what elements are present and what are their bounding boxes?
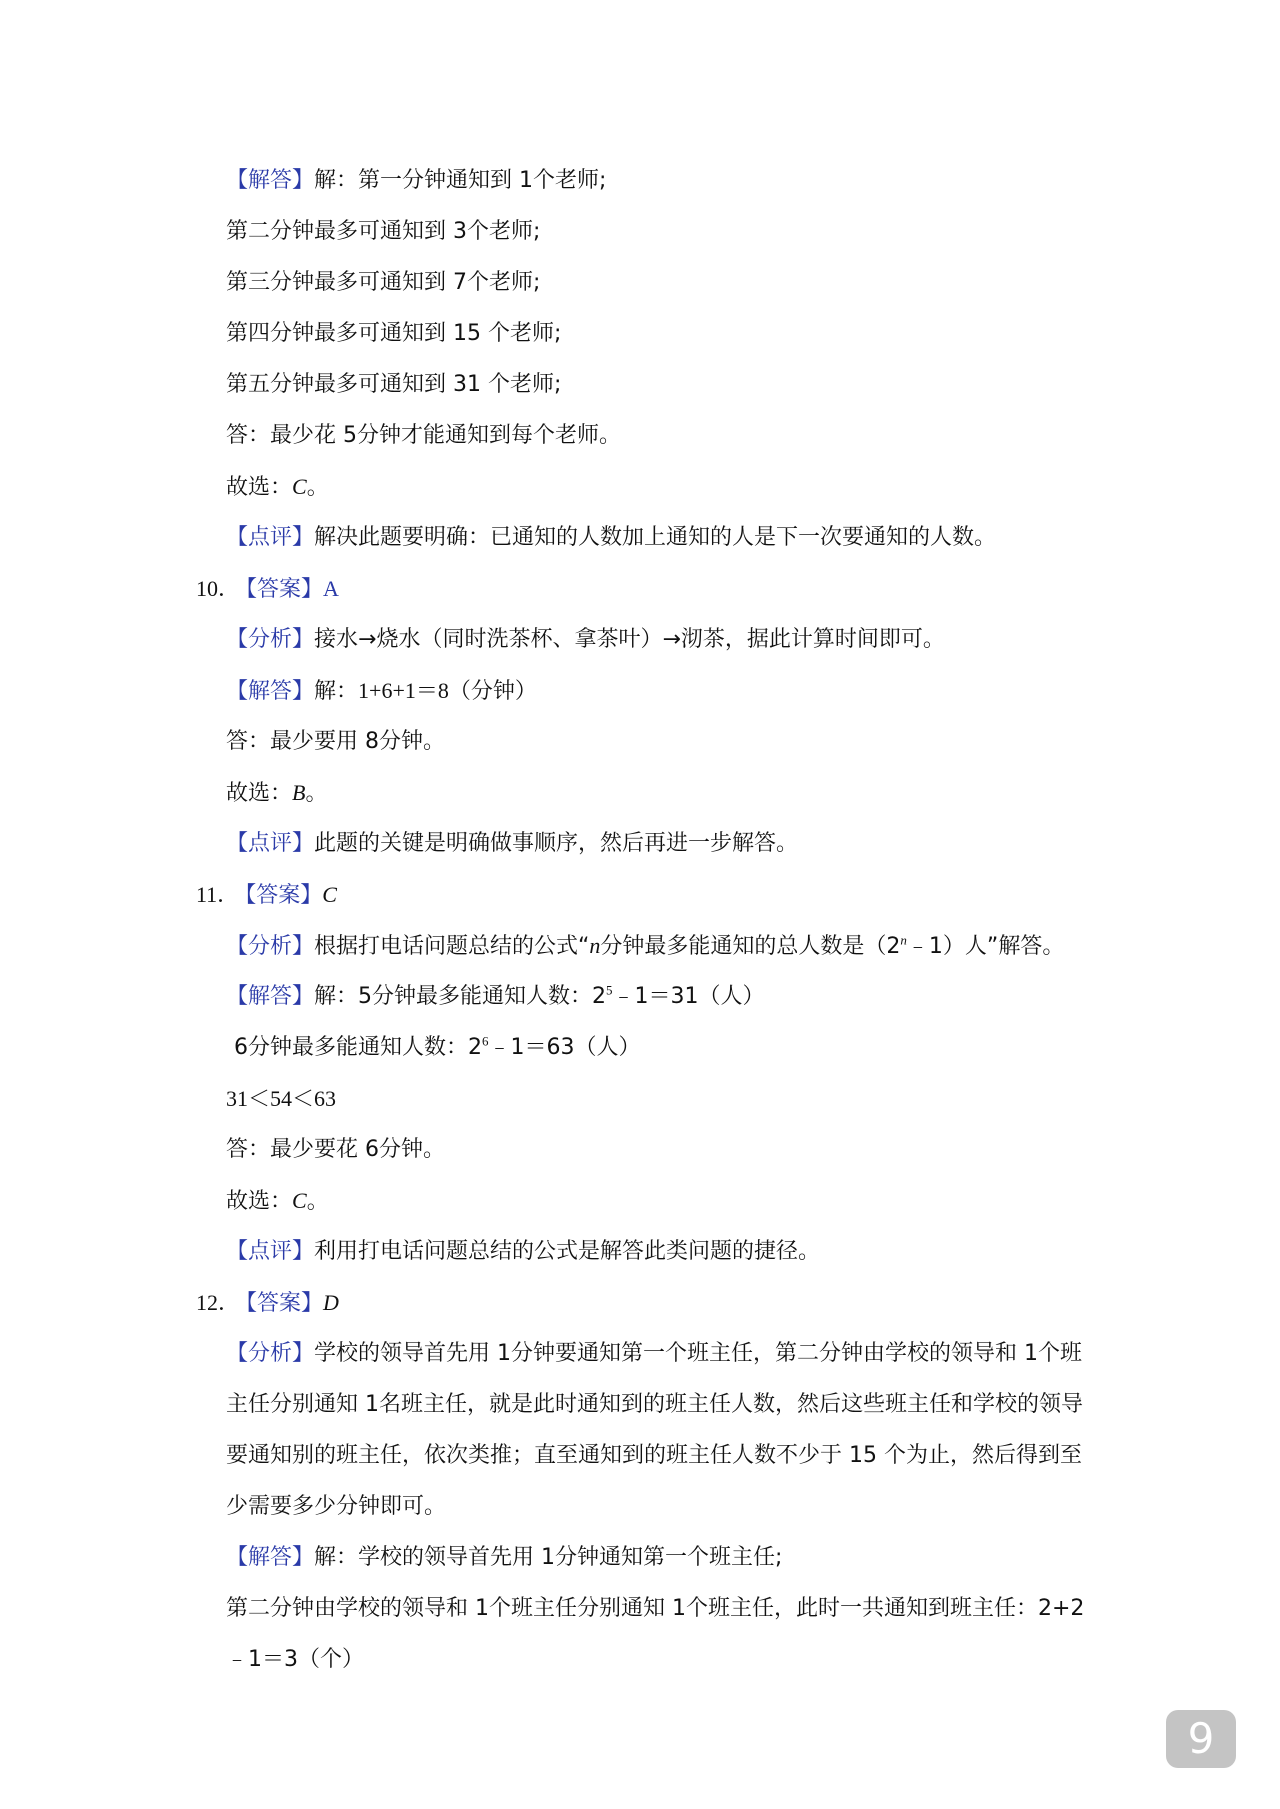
q9-minute3: 第三分钟最多可通知到 7个老师; [226, 270, 541, 295]
q10-analysis [226, 625, 945, 655]
q11-answer-line [196, 880, 337, 911]
solution-text: 解：第一分钟通知到 1个老师; [314, 168, 607, 193]
question-number: 12． [196, 1290, 241, 1315]
solution-after: ﹣1＝31（人） [612, 984, 765, 1009]
q11-line2 [234, 1033, 641, 1063]
q11-compare: 31＜54＜63 [226, 1086, 337, 1111]
q12-analysis-line3: 要通知别的班主任，依次类推；直至通知到的班主任人数不少于 15 个为止，然后得到至 [226, 1443, 1082, 1468]
choice-prefix: 故选： [226, 1189, 293, 1214]
q12-solution-line3: ﹣1＝3（个） [226, 1647, 364, 1672]
solution-tag: 【解答】 [226, 1545, 315, 1570]
q12-solution-line1 [226, 1543, 782, 1573]
q12-analysis-line1 [226, 1339, 1082, 1369]
solution-text: 解：学校的领导首先用 1分钟通知第一个班主任; [314, 1545, 783, 1570]
q12-answer-line [196, 1288, 339, 1319]
line2-exponent: 6 [482, 1033, 489, 1049]
solution-prefix: 解： [314, 679, 359, 704]
q10-comment [226, 829, 798, 859]
q11-answer-text: 答：最少要花 6分钟。 [226, 1137, 445, 1162]
solution-prefix: 解：5分钟最多能通知人数：2 [314, 984, 607, 1009]
answer-letter: D [323, 1290, 339, 1315]
q9-minute2: 第二分钟最多可通知到 3个老师; [226, 219, 541, 244]
q11-choice [226, 1186, 329, 1217]
q9-minute4: 第四分钟最多可通知到 15 个老师; [226, 321, 562, 346]
analysis-tag: 【分析】 [226, 627, 315, 652]
analysis-mid: 分钟最多能通知的总人数是（2 [600, 934, 901, 959]
choice-prefix: 故选： [226, 781, 293, 806]
choice-suffix: 。 [306, 475, 329, 500]
choice-suffix: 。 [306, 1189, 329, 1214]
comment-text: 此题的关键是明确做事顺序，然后再进一步解答。 [314, 831, 799, 856]
solution-tag: 【解答】 [226, 679, 315, 704]
q10-choice [226, 778, 327, 809]
analysis-text: 学校的领导首先用 1分钟要通知第一个班主任，第二分钟由学校的领导和 1个班 [314, 1341, 1082, 1366]
q11-solution [226, 982, 765, 1012]
solution-math: 1+6+1＝8 [358, 678, 449, 703]
answer-tag: 【答案】 [246, 577, 324, 602]
analysis-exponent: n [900, 932, 907, 948]
question-number: 10． [196, 576, 241, 601]
question-number: 11． [196, 882, 240, 907]
q9-minute5: 第五分钟最多可通知到 31 个老师; [226, 372, 562, 397]
solution-exponent: 5 [606, 982, 613, 998]
analysis-var: n [589, 933, 601, 958]
q12-analysis-line4: 少需要多少分钟即可。 [226, 1494, 447, 1519]
q11-analysis [226, 931, 1064, 962]
choice-prefix: 故选： [226, 475, 293, 500]
q10-answer-line [196, 574, 339, 605]
choice-letter: B [292, 780, 306, 805]
analysis-before: 根据打电话问题总结的公式“ [314, 934, 590, 959]
analysis-after: ﹣1）人”解答。 [906, 934, 1065, 959]
q9-comment [226, 523, 996, 553]
line2-after: ﹣1＝63（人） [488, 1035, 641, 1060]
page-number-badge: 9 [1166, 1710, 1236, 1768]
answer-tag: 【答案】 [246, 1291, 324, 1316]
q11-comment [226, 1237, 820, 1267]
solution-tag: 【解答】 [226, 984, 315, 1009]
q9-answer: 答：最少花 5分钟才能通知到每个老师。 [226, 423, 621, 448]
analysis-tag: 【分析】 [226, 934, 315, 959]
q12-solution-line2: 第二分钟由学校的领导和 1个班主任分别通知 1个班主任，此时一共通知到班主任：2+2 [226, 1596, 1085, 1621]
q10-answer-text: 答：最少要用 8分钟。 [226, 729, 445, 754]
q12-analysis-line2: 主任分别通知 1名班主任，就是此时通知到的班主任人数，然后这些班主任和学校的领导 [226, 1392, 1083, 1417]
q9-choice [226, 472, 329, 503]
comment-text: 解决此题要明确：已通知的人数加上通知的人是下一次要通知的人数。 [314, 525, 997, 550]
solution-unit: （分钟） [448, 679, 537, 704]
q10-solution [226, 676, 537, 707]
answer-letter: A [323, 576, 339, 601]
solution-tag: 【解答】 [226, 168, 315, 193]
line2-before: 6分钟最多能通知人数：2 [234, 1035, 482, 1060]
comment-tag: 【点评】 [226, 831, 315, 856]
choice-suffix: 。 [305, 781, 328, 806]
comment-tag: 【点评】 [226, 525, 315, 550]
answer-letter: C [322, 882, 337, 907]
comment-tag: 【点评】 [226, 1239, 315, 1264]
answer-tag: 【答案】 [245, 883, 323, 908]
choice-letter: C [292, 474, 307, 499]
analysis-text: 接水→烧水（同时洗茶杯、拿茶叶）→沏茶，据此计算时间即可。 [314, 627, 945, 652]
analysis-tag: 【分析】 [226, 1341, 315, 1366]
comment-text: 利用打电话问题总结的公式是解答此类问题的捷径。 [314, 1239, 821, 1264]
choice-letter: C [292, 1188, 307, 1213]
q9-solution-lead [226, 166, 606, 196]
